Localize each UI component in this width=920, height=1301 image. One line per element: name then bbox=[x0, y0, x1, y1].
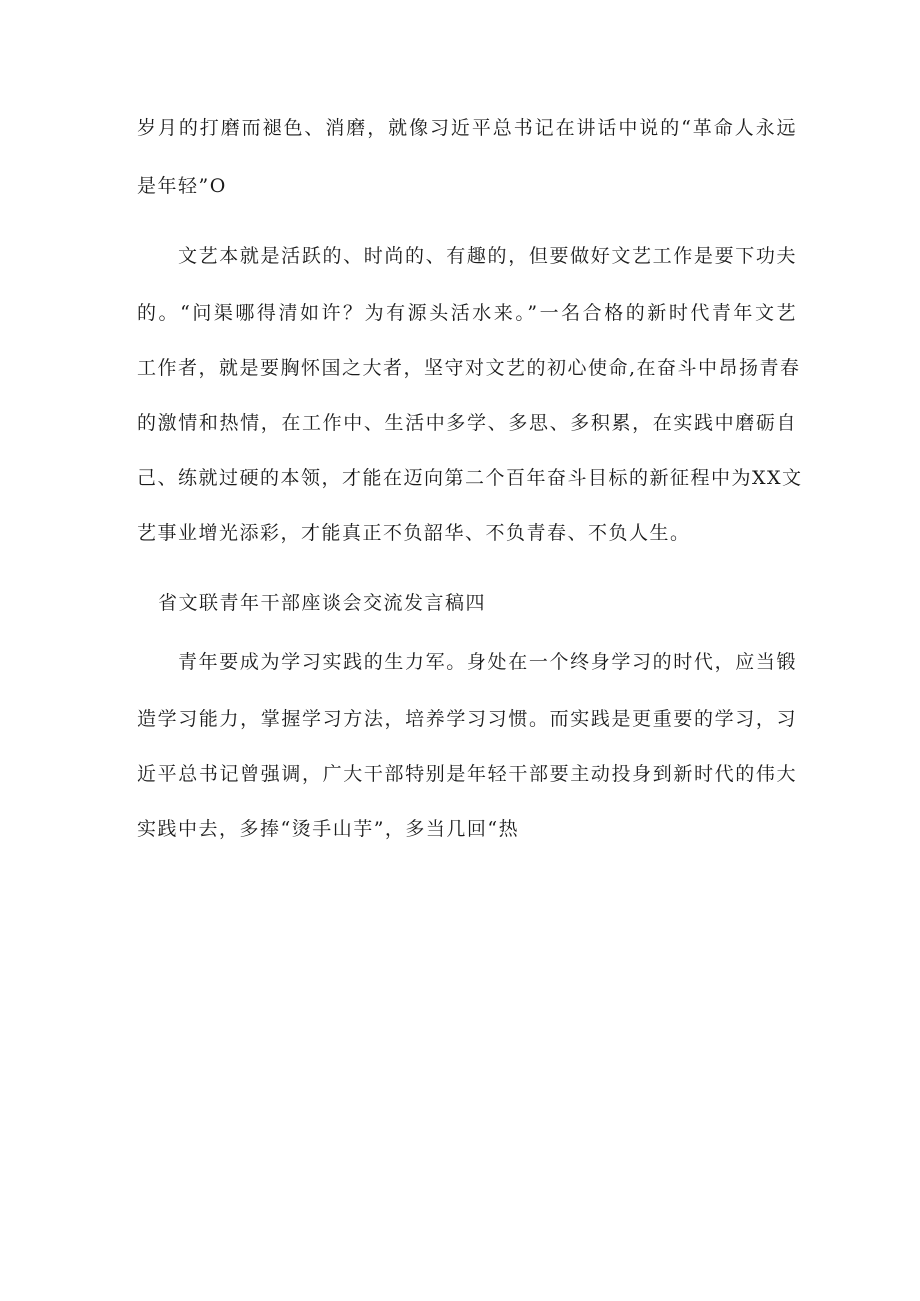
paragraph-2-line-2: 的。“问渠哪得清如许？为有源头活水来。”一名合格的新时代青年文艺 bbox=[137, 302, 797, 324]
paragraph-3-line-3: 近平总书记曾强调，广大干部特别是年轻干部要主动投身到新时代的伟大 bbox=[137, 763, 797, 785]
paragraph-2-line-6: 艺事业增光添彩，才能真正不负韶华、不负青春、不负人生。 bbox=[137, 522, 691, 544]
paragraph-2-line-5: 己、练就过硬的本领，才能在迈向第二个百年奋斗目标的新征程中为XX文 bbox=[137, 467, 803, 489]
paragraph-1-line-1: 岁月的打磨而褪色、消磨，就像习近平总书记在讲话中说的“革命人永远 bbox=[137, 117, 797, 139]
paragraph-2-line-4: 的激情和热情，在工作中、生活中多学、多思、多积累，在实践中磨砺自 bbox=[137, 412, 797, 434]
paragraph-2-line-3: 工作者，就是要胸怀国之大者，坚守对文艺的初心使命,在奋斗中昂扬青春 bbox=[137, 357, 801, 379]
paragraph-3-line-4: 实践中去，多捧“烫手山芋”，多当几回“热 bbox=[137, 818, 520, 840]
section-title: 省文联青年干部座谈会交流发言稿四 bbox=[158, 592, 487, 614]
paragraph-3-line-2: 造学习能力，掌握学习方法，培养学习习惯。而实践是更重要的学习，习 bbox=[137, 708, 797, 730]
paragraph-1-line-2: 是年轻”O bbox=[137, 175, 227, 197]
paragraph-2-line-1: 文艺本就是活跃的、时尚的、有趣的，但要做好文艺工作是要下功夫 bbox=[178, 245, 797, 267]
paragraph-3-line-1: 青年要成为学习实践的生力军。身处在一个终身学习的时代，应当锻 bbox=[178, 651, 797, 673]
